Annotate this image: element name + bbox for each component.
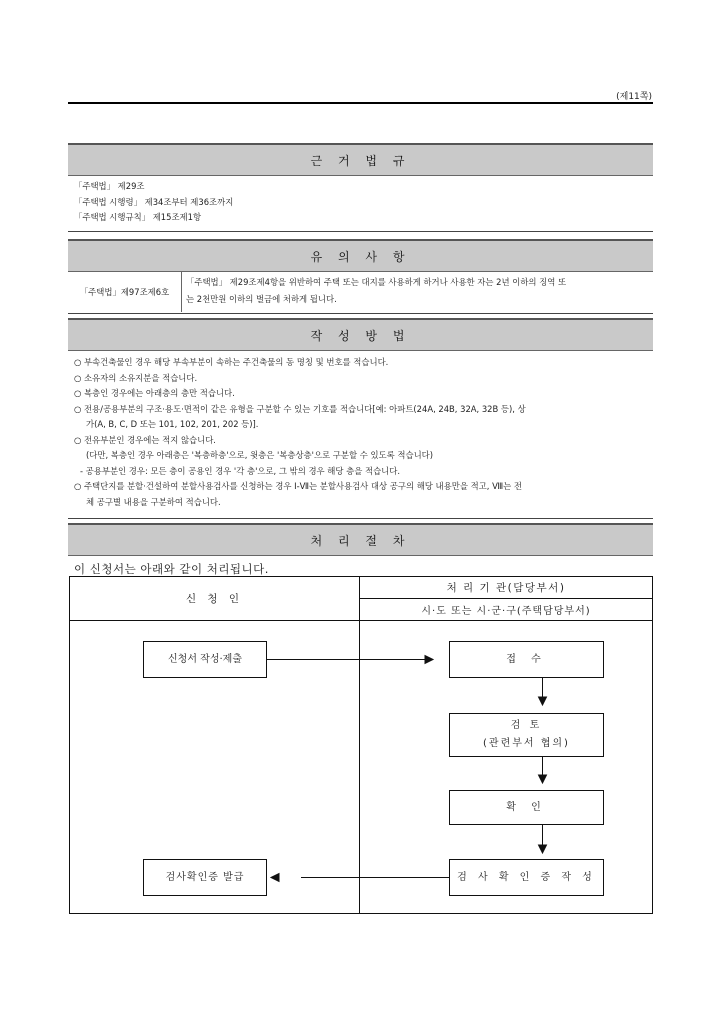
method-title: 작 성 방 법 xyxy=(68,318,653,351)
arrowhead-down-icon xyxy=(539,697,547,705)
step-confirm: 확 인 xyxy=(449,790,604,825)
method-line: ○ 소유자의 소유지분을 적습니다. xyxy=(74,372,198,383)
step-review-sub: (관련부서 협의) xyxy=(483,738,570,749)
method-line: (다만, 복층인 경우 아래층은 '복층하층'으로, 윗층은 '복층상층'으로 구분할 수 있도록 적습니다) xyxy=(86,450,434,460)
method-line: ○ 전유부분인 경우에는 적지 않습니다. xyxy=(74,434,216,445)
caution-title: 유 의 사 항 xyxy=(68,239,653,272)
basis-item: 「주택법 시행규칙」 제15조제1항 xyxy=(74,212,202,222)
arrowhead-down-icon xyxy=(539,845,547,853)
method-line: ○ 부속건축물인 경우 해당 부속부분이 속하는 주건축물의 동 명칭 및 번호를 적습니다. xyxy=(74,357,389,367)
method-line: ○ 전용/공용부분의 구조·용도·면적이 같은 유형을 구분할 수 있는 기호를 적습니다[예: 아파트(24A, 24B, 32A, 32B 등), 상 xyxy=(74,403,526,414)
step-submit: 신청서 작성·제출 xyxy=(143,641,267,678)
method-line: ○ 복층인 경우에는 아래층의 층만 적습니다. xyxy=(74,388,235,398)
procedure-intro: 이 신청서는 아래와 같이 처리됩니다. xyxy=(74,562,269,576)
method-line: ○ 주택단지를 분할·건설하여 분할사용검사를 신청하는 경우 Ⅰ-Ⅶ는 분할사용검사 대상 공구의 해당 내용만을 적고, Ⅷ는 전 xyxy=(74,481,522,491)
basis-title: 근 거 법 규 xyxy=(68,143,653,176)
method-line: - 공용부분인 경우: 모든 층이 공용인 경우 '각 층'으로, 그 밖의 경우 해당 층을 적습니다. xyxy=(80,465,401,476)
caution-law: 「주택법」제97조제6호 xyxy=(79,287,170,297)
step-draft-certificate: 검 사 확 인 증 작 성 xyxy=(449,859,604,896)
caution-line: 는 2천만원 이하의 벌금에 처하게 됩니다. xyxy=(186,294,337,304)
step-receive: 접 수 xyxy=(449,641,604,678)
procedure-title: 처 리 절 차 xyxy=(68,523,653,556)
method-line: 체 공구별 내용을 구분하여 적습니다. xyxy=(86,496,221,507)
arrowhead-down-icon xyxy=(539,775,547,783)
step-review xyxy=(449,713,604,757)
arrowhead-left-icon xyxy=(271,874,279,882)
header-applicant: 신 청 인 xyxy=(185,593,244,605)
basis-item: 「주택법 시행령」 제34조부터 제36조까지 xyxy=(74,196,234,207)
method-line: 가(A, B, C, D 또는 101, 102, 201, 202 등)]. xyxy=(86,419,259,429)
form-number: (제11쪽) xyxy=(616,92,652,102)
step-issue-certificate: 검사확인증 발급 xyxy=(143,859,267,896)
header-department: 시·도 또는 시·군·구(주택담당부서) xyxy=(421,606,591,617)
arrowhead-right-icon xyxy=(425,656,433,664)
caution-line: 「주택법」 제29조제4항을 위반하여 주택 또는 대지를 사용하게 하거나 사용한 자는 2년 이하의 징역 또 xyxy=(186,277,567,287)
step-review-label: 검 토 xyxy=(510,720,543,731)
header-agency: 처 리 기 관(담당부서) xyxy=(446,582,566,594)
basis-item: 「주택법」 제29조 xyxy=(74,181,145,191)
